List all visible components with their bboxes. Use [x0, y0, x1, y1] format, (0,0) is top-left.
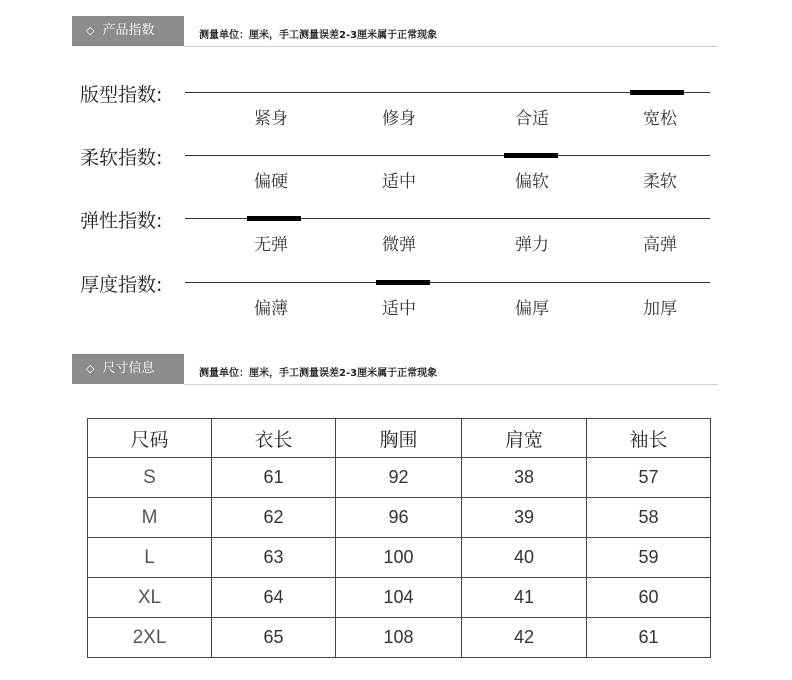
index-option: 修身 — [382, 109, 416, 129]
product-index-header — [72, 16, 718, 48]
size-label-cell: S — [88, 458, 212, 498]
index-option: 柔软 — [643, 172, 677, 192]
index-selected-marker — [376, 280, 430, 285]
index-option: 宽松 — [643, 109, 677, 129]
measurement-cell: 65 — [212, 618, 336, 658]
index-option: 偏软 — [515, 172, 549, 192]
table-row — [88, 618, 711, 658]
index-row — [80, 208, 712, 258]
index-label: 版型指数: — [80, 84, 163, 106]
size-label-cell: XL — [88, 578, 212, 618]
index-option: 紧身 — [254, 109, 288, 129]
size-table-header-row — [88, 419, 711, 458]
size-info-header — [72, 354, 718, 386]
product-index-title: 产品指数 — [102, 23, 155, 38]
index-scale-line — [185, 282, 710, 283]
index-option: 无弹 — [254, 235, 288, 255]
index-selected-marker — [504, 153, 558, 158]
index-option: 偏厚 — [515, 299, 549, 319]
size-table-header-cell: 衣长 — [212, 419, 336, 458]
size-table-header-cell: 肩宽 — [462, 419, 587, 458]
product-index-tag — [72, 16, 184, 46]
size-table-header-cell: 袖长 — [587, 419, 711, 458]
size-table — [87, 418, 711, 658]
measurement-cell: 41 — [462, 578, 587, 618]
measurement-cell: 100 — [336, 538, 462, 578]
index-option: 加厚 — [643, 299, 677, 319]
measurement-cell: 38 — [462, 458, 587, 498]
measurement-cell: 104 — [336, 578, 462, 618]
table-row — [88, 538, 711, 578]
measurement-cell: 58 — [587, 498, 711, 538]
table-row — [88, 578, 711, 618]
size-label-cell: 2XL — [88, 618, 212, 658]
measurement-cell: 63 — [212, 538, 336, 578]
index-row — [80, 82, 712, 132]
measurement-note: 测量单位：厘米，手工测量误差2-3厘米属于正常现象 — [199, 30, 438, 41]
measurement-cell: 92 — [336, 458, 462, 498]
diamond-icon: ◇ — [86, 24, 95, 37]
size-info-title: 尺寸信息 — [102, 361, 155, 376]
size-label-cell: L — [88, 538, 212, 578]
index-option: 合适 — [515, 109, 549, 129]
measurement-cell: 108 — [336, 618, 462, 658]
measurement-cell: 64 — [212, 578, 336, 618]
measurement-cell: 59 — [587, 538, 711, 578]
header-divider — [184, 384, 718, 385]
measurement-cell: 40 — [462, 538, 587, 578]
index-label: 厚度指数: — [80, 274, 163, 296]
measurement-cell: 96 — [336, 498, 462, 538]
measurement-note: 测量单位：厘米，手工测量误差2-3厘米属于正常现象 — [199, 368, 438, 379]
measurement-cell: 62 — [212, 498, 336, 538]
table-row — [88, 498, 711, 538]
index-row — [80, 145, 712, 195]
index-row — [80, 272, 712, 322]
measurement-cell: 61 — [212, 458, 336, 498]
size-label-cell: M — [88, 498, 212, 538]
index-scale-line — [185, 155, 710, 156]
table-row — [88, 458, 711, 498]
index-option: 适中 — [382, 299, 416, 319]
measurement-cell: 39 — [462, 498, 587, 538]
index-option: 微弹 — [382, 235, 416, 255]
measurement-cell: 61 — [587, 618, 711, 658]
measurement-cell: 60 — [587, 578, 711, 618]
index-label: 弹性指数: — [80, 210, 163, 232]
size-info-tag — [72, 354, 184, 384]
size-table-header-cell: 胸围 — [336, 419, 462, 458]
diamond-icon: ◇ — [86, 362, 95, 375]
index-selected-marker — [247, 216, 301, 221]
index-option: 高弹 — [643, 235, 677, 255]
size-table-header-cell: 尺码 — [88, 419, 212, 458]
measurement-cell: 57 — [587, 458, 711, 498]
index-option: 偏硬 — [254, 172, 288, 192]
index-option: 偏薄 — [254, 299, 288, 319]
index-option: 弹力 — [515, 235, 549, 255]
header-divider — [184, 46, 718, 47]
index-selected-marker — [630, 90, 684, 95]
measurement-cell: 42 — [462, 618, 587, 658]
index-label: 柔软指数: — [80, 147, 163, 169]
index-option: 适中 — [382, 172, 416, 192]
